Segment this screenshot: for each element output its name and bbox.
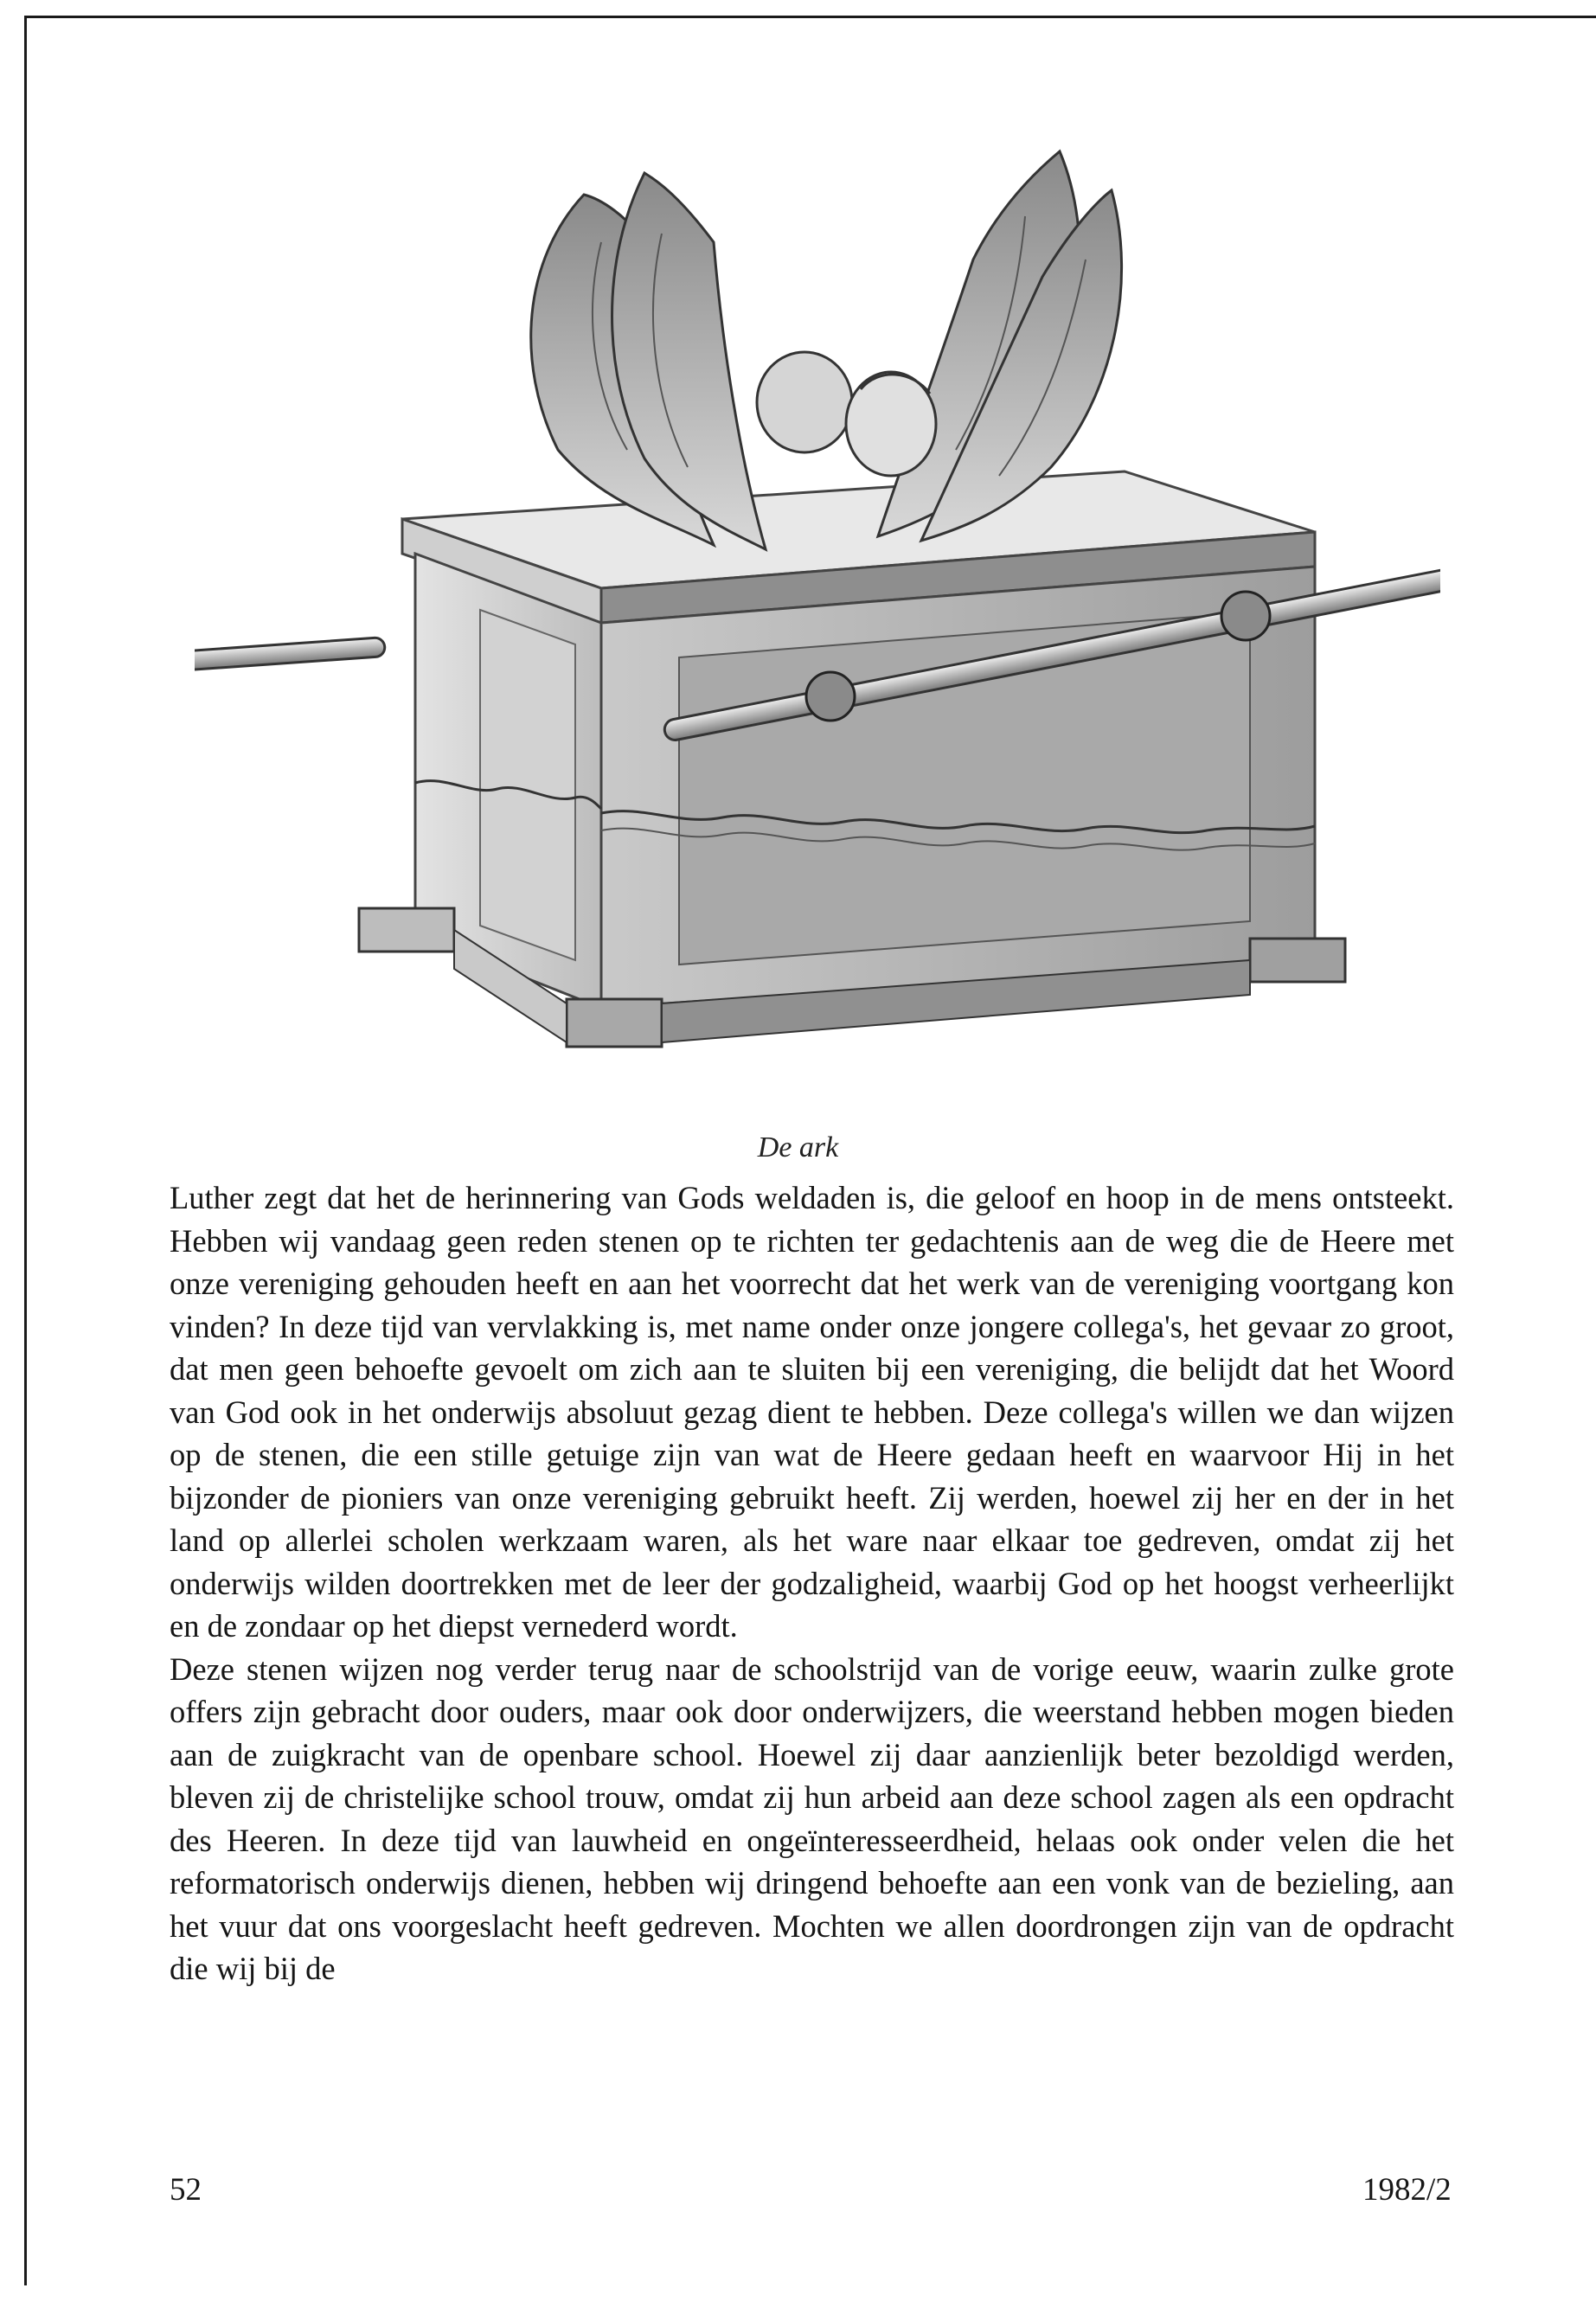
paragraph: Luther zegt dat het de herinnering van Gods weldaden is, die geloof en hoop in de mens ontsteekt. Hebben wij vandaag geen reden stenen op te richten ter gedachtenis aan de weg die de Heere met onze vereniging gehouden heeft en aan het voorrecht dat het werk van de vereniging voortgang kon vinden? In deze tijd van vervlakking is, met name onder onze jongere collega's, het gevaar zo groot, dat men geen behoefte gevoelt om zich aan te sluiten bij een vereniging, die belijdt dat het Woord van God ook in het onderwijs absoluut gezag dient te hebben. Deze collega's willen we dan wijzen op de stenen, die een stille getuige zijn van wat de Heere gedaan heeft en waarvoor Hij in het bijzonder de pioniers van onze vereniging gebruikt heeft. Zij werden, hoewel zij her en der in het land op allerlei scholen werkzaam waren, als het ware naar elkaar toe gedreven, omdat zij het onderwijs wilden doortrekken met de leer der godzaligheid, waarbij God op het hoogst verheerlijkt en de zondaar op het diepst vernederd wordt. [170, 1180, 1454, 1644]
page-number: 52 [170, 2172, 202, 2208]
ark-illustration [195, 138, 1440, 1125]
pole-back [195, 638, 385, 671]
paragraph: Deze stenen wijzen nog verder terug naar de schoolstrijd van de vorige eeuw, waarin zulke grote offers zijn gebracht door ouders, maar ook door onderwijzers, die weerstand hebben mogen bieden aan de zuigkracht van de openbare school. Hoewel zij daar aanzienlijk beter bezoldigd werden, bleven zij de christelijke school trouw, omdat zij hun arbeid aan deze school zagen als een opdracht des Heeren. In deze tijd van lauwheid en ongeïnteresseerdheid, helaas ook onder velen die het reformatorisch onderwijs dienen, hebben wij dringend behoefte aan een vonk van de bezieling, aan het vuur dat ons voorgeslacht heeft gedreven. Mochten we allen doordrongen zijn van de opdracht die wij bij de [170, 1650, 1454, 1986]
issue-number: 1982/2 [1362, 2172, 1452, 2208]
figure-caption: De ark [757, 1131, 839, 1163]
article-body [170, 1176, 1454, 1990]
